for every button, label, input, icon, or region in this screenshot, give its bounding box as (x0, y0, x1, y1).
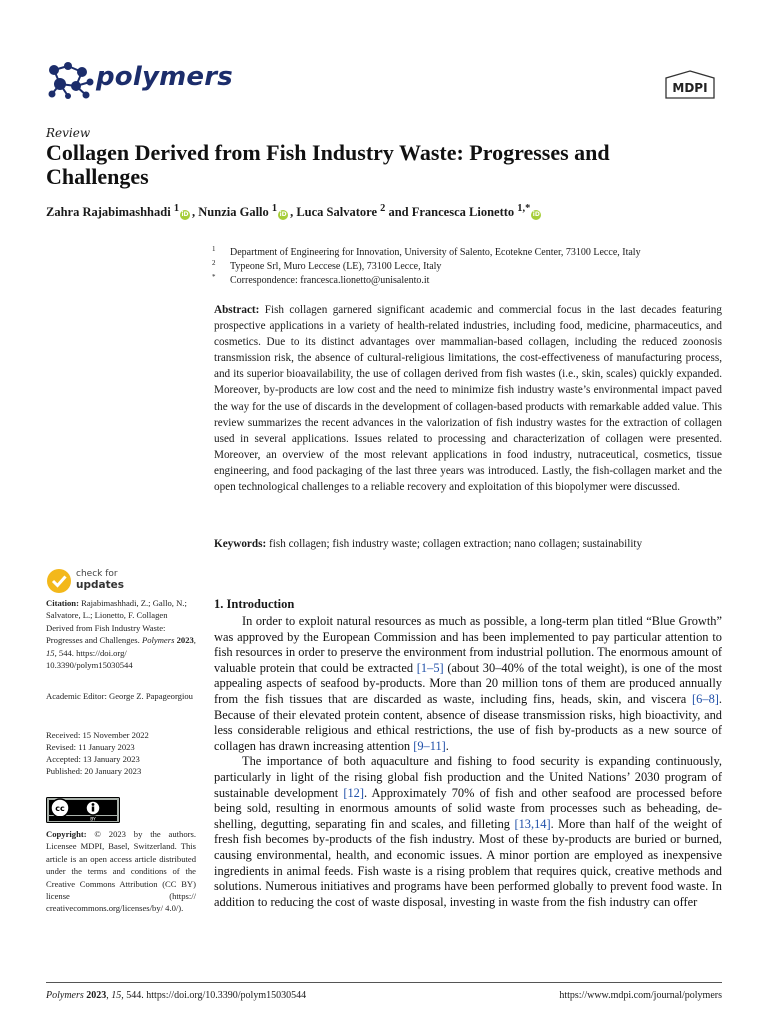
footer-year: 2023 (86, 990, 107, 1001)
mdpi-logo (664, 70, 716, 100)
received-date: Received: 15 November 2022 (46, 730, 149, 740)
citation-link[interactable]: [9–11] (413, 738, 446, 753)
section-heading: 1. Introduction (214, 597, 295, 611)
paragraph (214, 614, 722, 754)
correspondence (212, 271, 429, 287)
text: . (445, 738, 449, 753)
author-affiliation-mark: 1 (173, 203, 180, 214)
keywords (214, 538, 722, 550)
text: . Because of their elevated protein content, absence of disease transmission risks, high bioactivity, and less considerable religious and ethical restrictions, the use of fish by-products as a new source of collagen has drawn increasing attention (214, 691, 722, 753)
accepted-date: Accepted: 13 January 2023 (46, 754, 140, 764)
svg-text:BY: BY (90, 817, 96, 823)
paragraph (214, 754, 722, 910)
author-affiliation-mark: 2 (380, 203, 386, 214)
academic-editor: Academic Editor: George Z. Papageorgiou (46, 691, 193, 701)
text: . More than half of the weight of fresh fish becomes by-products of the fish industry. Most of these by-products are buried or burned, causing environmental, health, and economic issues. A minor portion are employed as inexpensive ingredients in animal feeds. Fish waste is a rising problem that requires quick, creative methods and solutions. Numerous initiatives and programs have been performed globally to prevent food waste. In addition to reducing the cost of waste disposal, investing in waste from the fish industry can offer (214, 816, 722, 909)
journal-name: polymers (96, 62, 233, 92)
author-name: Luca Salvatore (296, 205, 378, 220)
citation-text: Rajabimashhadi, Z.; Gallo, N.; Salvatore, L.; Lionetto, F. Collagen Derived from Fish Industry Waste: Progresses and Challenges. (46, 598, 187, 646)
author-affiliation-mark: 1 (271, 203, 278, 214)
abstract-text: Fish collagen garnered significant academic and commercial focus in the last decades featuring prospective applications in a variety of health-related industries, including food, medicine, pharmaceutics, and cosmetics. Due to its distinct advantages over mammalian-based collagen, including the reduced zoonosis transmission risk, the absence of cultural-religious limitations, the cost-effectiveness of manufacturing process, and its superior bioavailability, the use of collagen derived from fish wastes (i.e., skin, scales) quickly expanded. Moreover, by-products are low cost and the need to minimize fish industry waste’s environmental impact paved the way for the use of discards in the development of collagen-based products with remarkable added value. This review summarizes the recent advances in the valorization of fish industry wastes for the extraction of collagen used in several applications. Issues related to processing and characterization of collagen were presented. Moreover, an overview of the most relevant applications in food industry, nutraceutical, cosmetics, tissue engineering, and food packaging of the last three years was introduced. Lastly, the fish-collagen market and the open technological challenges to a reliable recovery and exploitation of this biopolymer were discussed. (214, 304, 722, 494)
author-name: Zahra Rajabimashhadi (46, 205, 171, 220)
citation-volume: 15, (46, 647, 57, 658)
footer-divider (46, 982, 722, 983)
affiliation-text: Typeone Srl, Muro Leccese (LE), 73100 Lecce, Italy (230, 261, 442, 272)
text: . Approximately 70% of fish and other seafood are processed before being sold, resulting in enormous amounts of solid waste from processes such as beheading, de-shelling, degutting, separating fin and scales, and filleting (214, 785, 722, 831)
citation-doi[interactable]: 544. https://doi.org/ 10.3390/polym15030544 (46, 647, 133, 671)
article-type: Review (46, 126, 91, 140)
text: (about 30–40% of the total weight), is one of the most appealing aspects of seafood by-products. More than 20 million tons of them are produced annually from the fish tissues that are discarded as waste, including fins, heads, skin, and viscera (214, 660, 723, 706)
cc-by-license-icon[interactable] (46, 797, 120, 823)
publisher-name: MDPI (672, 81, 708, 95)
author-affiliation-mark: 1,* (517, 203, 531, 214)
keywords-text: fish collagen; fish industry waste; collagen extraction; nano collagen; sustainability (269, 538, 643, 550)
check-updates-line1: check for (76, 569, 118, 579)
intro-body (214, 614, 722, 910)
affiliation-mark: 2 (212, 259, 216, 267)
citation-link[interactable]: [13,14] (514, 816, 551, 831)
footer-journal: Polymers (46, 990, 84, 1001)
keywords-label: Keywords: (214, 538, 267, 550)
correspondence-text[interactable]: Correspondence: francesca.lionetto@unisalento.it (230, 275, 430, 286)
copyright-text: © 2023 by the authors. Licensee MDPI, Basel, Switzerland. This article is an open access article distributed under the terms and conditions of the Creative Commons Attribution (CC BY) license (https:// creativecommons.org/licenses/by/ 4.0/). (46, 829, 196, 914)
affiliation-mark: 1 (212, 245, 216, 253)
citation-link[interactable]: [1–5] (416, 660, 444, 675)
affiliation-text: Department of Engineering for Innovation, University of Salento, Ecotekne Center, 73100 Lecce, Italy (230, 247, 641, 258)
author-list: Zahra Rajabimashhadi $^1$iD , Nunzia Gallo $^1$iD , Luca Salvatore $^2$ and Francesca Lionetto $^{1,*}$iD (46, 203, 540, 220)
polymers-logo-icon (46, 60, 96, 100)
abstract (214, 302, 722, 495)
crossmark-icon (46, 568, 72, 594)
copyright-block (46, 828, 196, 915)
orcid-icon[interactable]: iD (279, 211, 287, 219)
svg-text:cc: cc (55, 804, 65, 813)
check-for-updates-button[interactable] (46, 566, 146, 596)
citation-label: Citation: (46, 598, 79, 608)
abstract-label: Abstract: (214, 304, 260, 316)
footer-volume: 15, (111, 990, 124, 1001)
copyright-label: Copyright: (46, 829, 87, 839)
citation-block: Citation: Rajabimashhadi, Z.; Gallo, N.; Salvatore, L.; Lionetto, F. Collagen Derived from Fish Industry Waste: Progresses and Challenges. Polymers 2023, 15, 544. https://doi.org/ 10.3390/polym15030544 (46, 598, 196, 671)
footer-doi[interactable]: 544. https://doi.org/10.3390/polym15030544 (126, 990, 307, 1001)
citation-journal: Polymers (141, 635, 175, 646)
text: The importance of both aquaculture and fishing to food security is expanding continuously, particularly in light of the rising global fish production and the United Nations’ 2030 program of sustainable development (214, 754, 722, 800)
footer-journal-url[interactable]: https://www.mdpi.com/journal/polymers (559, 990, 722, 1001)
footer-citation: Polymers 2023, 15, 544. https://doi.org/10.3390/polym15030544 (46, 990, 307, 1001)
citation-year: 2023 (176, 635, 194, 646)
citation-link[interactable]: [12] (343, 785, 364, 800)
author-name: Francesca Lionetto (411, 205, 515, 220)
text: In order to exploit natural resources as much as possible, a long-term plan titled “Blue Growth” was approved by the European Commission and has been implemented to pay particular attention to fish resources in order to preserve the environment from industrial pollution. The enormous amount of valuable protein that could be extracted (214, 614, 723, 675)
affiliation-mark: * (212, 273, 216, 281)
citation-link[interactable]: [6–8] (692, 691, 719, 706)
revised-date: Revised: 11 January 2023 (46, 742, 135, 752)
check-updates-line2: updates (76, 579, 124, 591)
author-name: Nunzia Gallo (198, 205, 269, 220)
article-title: Collagen Derived from Fish Industry Waste: Progresses and Challenges (46, 140, 610, 189)
orcid-icon[interactable]: iD (181, 211, 189, 219)
published-date: Published: 20 January 2023 (46, 766, 142, 776)
orcid-icon[interactable]: iD (532, 211, 540, 219)
